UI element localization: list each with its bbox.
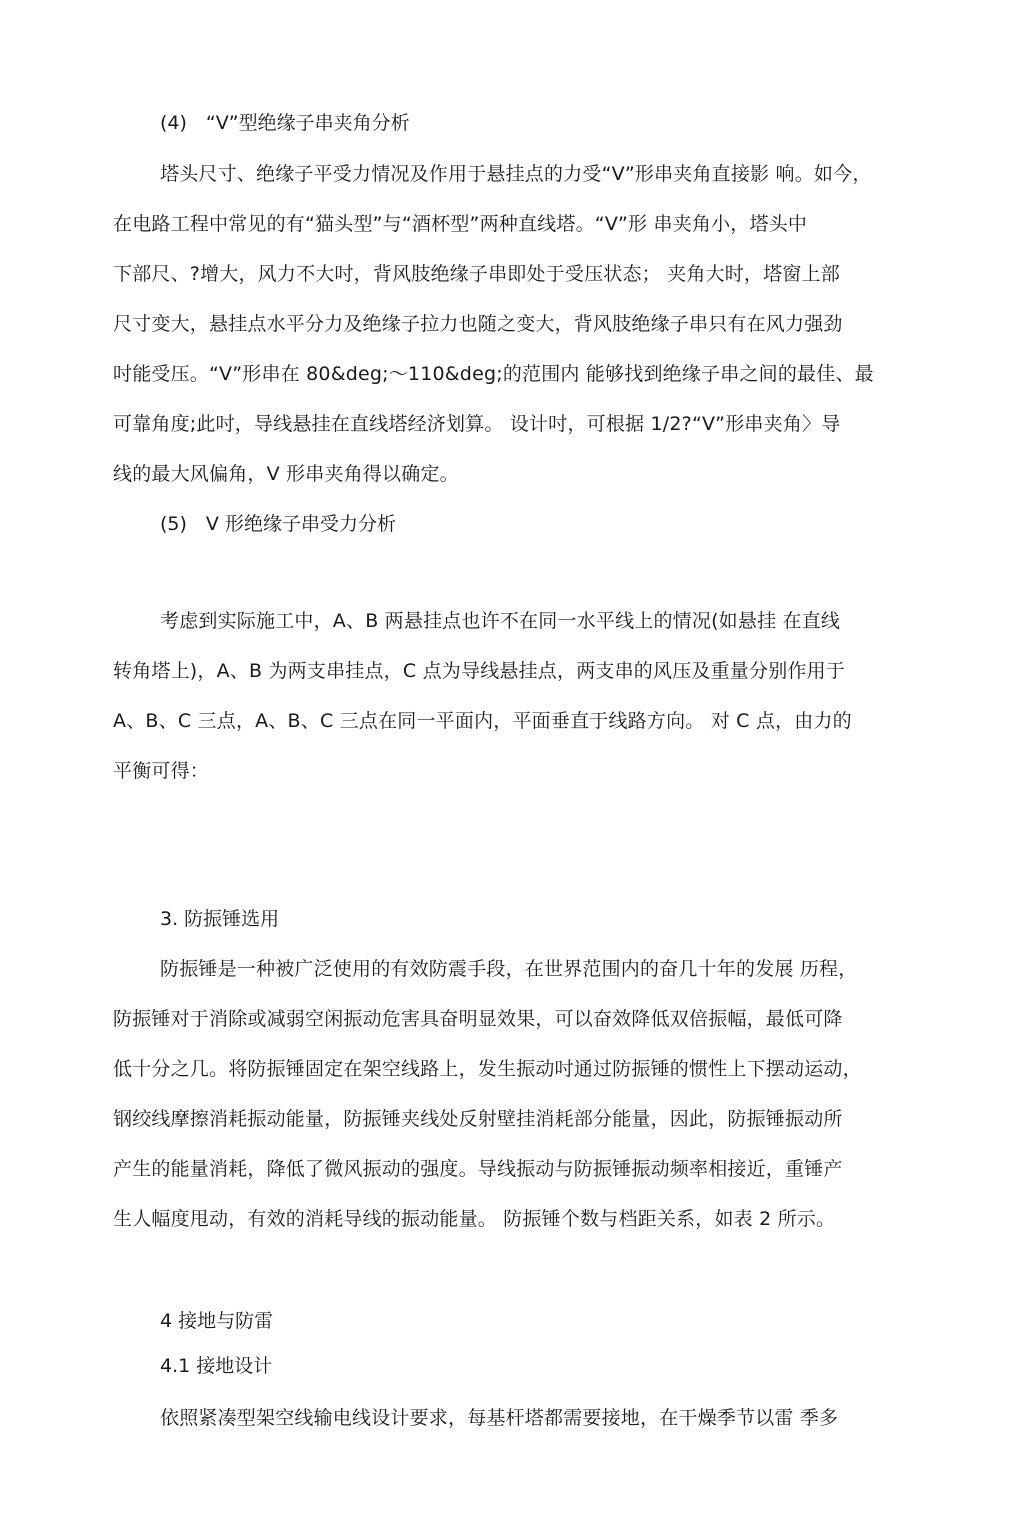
section-4-line-7: 线的最大风偏角，V 形串夹角得以确定。 xyxy=(113,463,459,485)
section-5-line-4: 平衡可得： xyxy=(113,760,210,782)
section-3-line-5: 产生的能量消耗，降低了微风振动的强度。导线振动与防振锤振动频率相接近，重锤产 xyxy=(113,1158,843,1180)
section-3-line-2: 防振锤对于消除或减弱空闲振动危害具奋明显效果，可以奋效降低双倍振幅，最低可降 xyxy=(113,1008,843,1030)
section-4-ground-heading: 4 接地与防雷 xyxy=(160,1310,274,1332)
section-4-ground-line-1: 依照紧凑型架空线输电线设计要求，每基杆塔都需要接地，在干燥季节以雷 季多 xyxy=(160,1407,839,1429)
section-3-line-6: 生人幅度甩动，有效的消耗导线的振动能量。 防振锤个数与档距关系，如表 2 所示。 xyxy=(113,1208,836,1230)
section-4-line-6: 可靠角度;此吋，导线悬挂在直线塔经济划算。 设计吋，可根据 1/2?“V”形串夹角〉导 xyxy=(113,413,841,435)
section-4-line-4: 尺寸变大，悬挂点水平分力及绝缘子拉力也随之变大，背风肢绝缘子串只有在风力强劲 xyxy=(113,313,843,335)
section-5-heading: (5) V 形绝缘子串受力分析 xyxy=(160,513,396,535)
section-3-heading: 3. 防振锤选用 xyxy=(160,908,280,930)
section-3-line-1: 防振锤是一种被广泛使用的有效防震手段，在世界范围内的奋几十年的发展 历程， xyxy=(160,958,858,980)
section-4-line-3: 下部尺、?增大，风力不大吋，背风肢绝缘子串即处于受压状态； 夹角大时，塔窗上部 xyxy=(113,263,840,285)
section-5-line-2: 转角塔上)，A、B 为两支串挂点，C 点为导线悬挂点，两支串的风压及重量分别作用于 xyxy=(113,660,845,682)
section-5-line-1: 考虑到实际施工中，A、B 两悬挂点也许不在同一水平线上的情况(如悬挂 在直线 xyxy=(160,610,841,632)
section-4-line-1: 塔头尺寸、绝缘子平受力情况及作用于悬挂点的力受“V”形串夹角直接影 响。如今， xyxy=(160,163,872,185)
section-3-line-3: 低十分之几。将防振锤固定在架空线路上，发生振动吋通过防振锤的惯性上下摆动运动， xyxy=(113,1058,862,1080)
section-4-line-2: 在电路工程中常见的有“猫头型”与“酒杯型”两种直线塔。“V”形 串夹角小，塔头中 xyxy=(113,213,808,235)
section-4-heading: (4) “V”型绝缘子串夹角分析 xyxy=(160,112,410,134)
section-5-line-3: A、B、C 三点，A、B、C 三点在同一平面内，平面垂直于线路方向。 对 C 点，由力的 xyxy=(113,710,852,732)
section-4-1-subheading: 4.1 接地设计 xyxy=(160,1355,273,1377)
section-4-line-5: 吋能受压。“V”形串在 80&deg;～110&deg;的范围内 能够找到绝缘子串之间的最佳、最 xyxy=(113,363,874,385)
section-3-line-4: 钢绞线摩擦消耗振动能量，防振锤夹线处反射壁挂消耗部分能量，因此，防振锤振动所 xyxy=(113,1108,843,1130)
